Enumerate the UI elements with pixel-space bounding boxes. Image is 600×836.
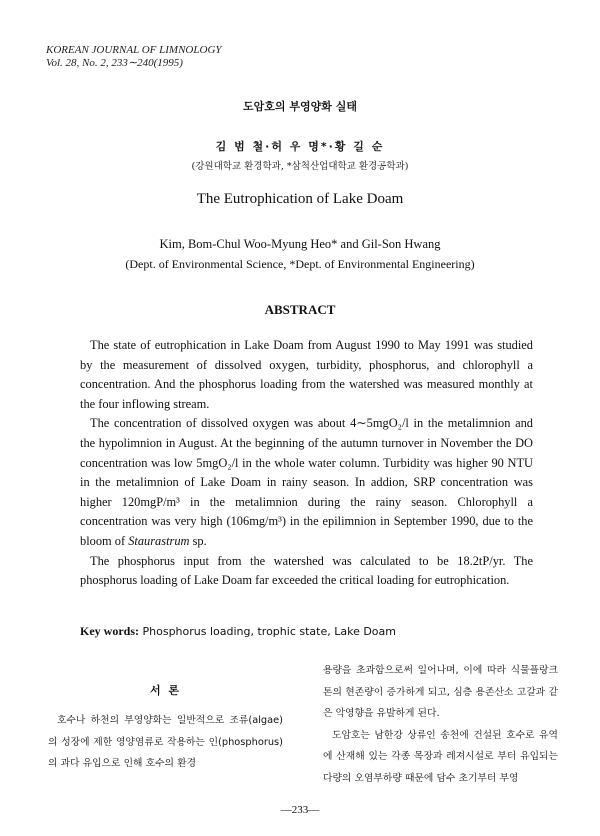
- korean-affiliation: (강원대학교 환경학과, *삼척산업대학교 환경공학과): [191, 161, 409, 172]
- intro-paragraph: 용량을 초과함으로써 일어나며, 이에 따라 식물플랑크톤의 현존량이 증가하게 되고, 심층 용존산소 고갈과 같은 악영향을 유발하게 된다.: [323, 665, 558, 719]
- abstract-text: sp.: [189, 533, 207, 548]
- abstract-paragraph: [80, 414, 533, 551]
- english-affiliation: (Dept. of Environmental Science, *Dept. of Environmental Engineering): [125, 257, 475, 271]
- abstract-text: The concentration of dissolved oxygen was about 4∼5mgO₂/l in the metalimnion and the hypolimnion in August. At the beginning of the autumn turnover in November the DO concentration was low 5mgO₂/l in the whole water column. Turbidity was higher 90 NTU in the metalimnion of Lake Doam in rainy season. In addion, SRP concentration was higher 120mgP/m³ in the metalimnion during the rainy season. Chlorophyll a concentration was very high (106mg/m³) in the epilimnion in September 1990, due to the bloom of: [80, 416, 533, 548]
- abstract-paragraph: The phosphorus input from the watershed was calculated to be 18.2tP/yr. The phosphorus loading of Lake Doam far exceeded the critical loading for eutrophication.: [80, 553, 533, 588]
- abstract-heading: ABSTRACT: [264, 302, 336, 317]
- journal-name: KOREAN JOURNAL OF LIMNOLOGY: [46, 44, 222, 56]
- section-heading-introduction: 서 론: [149, 684, 182, 697]
- keywords: [80, 624, 396, 639]
- korean-title: 도암호의 부영양화 실태: [243, 100, 357, 113]
- left-column: [48, 710, 283, 775]
- page-number: —233—: [280, 804, 320, 816]
- journal-issue: Vol. 28, No. 2, 233∼240(1995): [46, 57, 183, 69]
- keywords-text: Phosphorus loading, trophic state, Lake Doam: [139, 625, 396, 638]
- english-authors: Kim, Bom-Chul Woo-Myung Heo* and Gil-Son Hwang: [159, 237, 441, 251]
- abstract-paragraph: The state of eutrophication in Lake Doam from August 1990 to May 1991 was studied by the measurement of dissolved oxygen, turbidity, phosphorus, and chlorophyll a concentration. And the phosphorus loading from the watershed was measured monthly at the four inflowing stream.: [80, 338, 533, 411]
- journal-header: [46, 44, 222, 70]
- intro-paragraph: 도암호는 남한강 상류인 송천에 건설된 호수로 유역에 산재해 있는 각종 목장과 레져시설로 부터 유입되는 다량의 오염부하량 때문에 담수 초기부터 부영: [323, 729, 558, 784]
- english-title: The Eutrophication of Lake Doam: [196, 191, 404, 207]
- abstract-body: [80, 336, 533, 591]
- keywords-label: Key words:: [80, 624, 139, 638]
- species-name: Staurastrum: [128, 533, 190, 548]
- intro-paragraph: 호수나 하천의 부영양화는 일반적으로 조류(algae)의 성장에 제한 영양염류로 작용하는 인(phosphorus)의 과다 유입으로 인해 호수의 환경: [48, 715, 283, 769]
- korean-authors: 김 범 철·허 우 명*·황 길 순: [215, 140, 385, 153]
- right-column: [323, 660, 558, 789]
